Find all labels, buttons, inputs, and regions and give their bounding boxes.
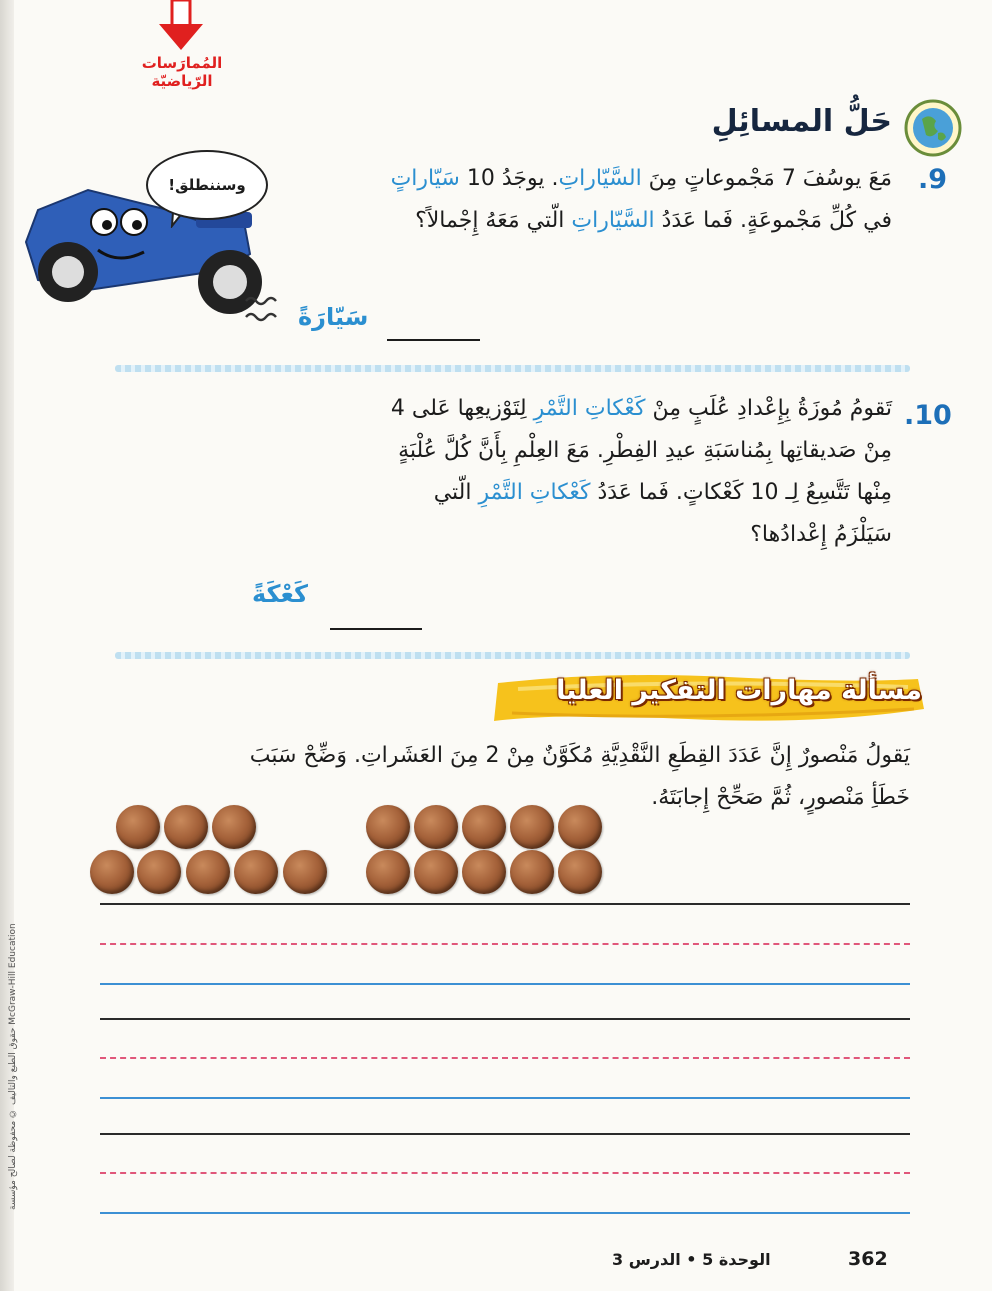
coin	[90, 850, 134, 894]
writing-line-base	[100, 1097, 910, 1099]
coin	[164, 805, 208, 849]
q10-line3-text: مِنْها تَتَّسِعُ لِـ 10 كَعْكاتٍ. فَما عَدَدُ	[590, 480, 892, 505]
writing-line-mid	[100, 1172, 910, 1174]
q10-line4-text: سَيَلْزَمُ إِعْدادُها؟	[750, 522, 892, 547]
q9-line1-text: مَعَ يوسُفَ 7 مَجْموعاتٍ مِنَ	[641, 166, 892, 191]
writing-line-base	[100, 983, 910, 985]
lesson-label: الوحدة 5 • الدرس 3	[612, 1250, 771, 1269]
coin	[558, 850, 602, 894]
math-practices-label: المُمارَسات الرّياضيّة	[141, 54, 223, 90]
hots-line1: يَقولُ مَنْصورٌ إِنَّ عَدَدَ القِطَعِ النَّقْدِيَّةِ مُكَوَّنٌ مِنْ 2 مِنَ العَشَراتِ. وَضِّحْ سَبَبَ	[249, 743, 910, 768]
coin	[414, 850, 458, 894]
hots-title: مسألة مهارات التفكير العليا	[556, 675, 922, 706]
writing-line-base	[100, 1212, 910, 1214]
q10-answer-blank[interactable]	[330, 628, 422, 630]
coin	[234, 850, 278, 894]
writing-line-top[interactable]	[100, 1133, 910, 1135]
writing-line-mid	[100, 1057, 910, 1059]
q10-unit-label: كَعْكَةً	[252, 580, 309, 608]
page-number: 362	[848, 1248, 888, 1270]
coin	[558, 805, 602, 849]
coin	[137, 850, 181, 894]
q9-keyword-cars: السَّيّاراتِ	[558, 166, 642, 191]
section-divider	[115, 365, 910, 372]
coin	[366, 850, 410, 894]
q9-keyword-cars-2: سَيّاراتٍ	[390, 166, 460, 191]
coin	[212, 805, 256, 849]
wavy-lines-icon	[243, 293, 283, 329]
down-arrow-icon	[157, 0, 205, 52]
coin	[366, 805, 410, 849]
coin	[116, 805, 160, 849]
question-9-number: .9	[918, 164, 948, 195]
question-9-text	[252, 158, 892, 242]
question-10-number: .10	[904, 400, 952, 431]
writing-line-top[interactable]	[100, 903, 910, 905]
q9-line2-text-b: الّتي مَعَهُ إِجْمالاً؟	[415, 208, 572, 233]
q10-line2-text: مِنْ صَديقاتِها بِمُناسَبَةِ عيدِ الفِطْرِ. مَعَ العِلْمِ بِأَنَّ كُلَّ عُلْبَةٍ	[398, 438, 892, 463]
coin	[414, 805, 458, 849]
q9-unit-label: سَيّارَةً	[298, 303, 369, 331]
coin	[462, 850, 506, 894]
coin	[510, 850, 554, 894]
coin	[283, 850, 327, 894]
hots-line2: خَطَأِ مَنْصورٍ، ثُمَّ صَحِّحْ إِجابَتَهُ.	[651, 785, 910, 810]
q9-line2-text: في كُلِّ مَجْموعَةٍ. فَما عَدَدُ	[654, 208, 892, 233]
question-10-text	[232, 388, 892, 556]
q9-line1-text-b: . يوجَدُ 10	[459, 166, 559, 191]
q9-keyword-cars-3: السَّيّاراتِ	[571, 208, 655, 233]
q10-keyword-cookies: كَعْكاتِ التَّمْرِ	[533, 396, 646, 421]
speech-bubble	[146, 150, 268, 220]
speech-bubble-text: وسننطلق!	[168, 176, 246, 194]
q10-line1-text-b: لِتَوْزيعِها عَلى 4	[390, 396, 534, 421]
q10-keyword-cookies-2: كَعْكاتِ التَّمْرِ	[478, 480, 591, 505]
section-divider-2	[115, 652, 910, 659]
writing-line-top[interactable]	[100, 1018, 910, 1020]
coin	[510, 805, 554, 849]
q9-answer-blank[interactable]	[387, 339, 480, 341]
section-title: حَلُّ المسائِلِ	[711, 104, 892, 139]
coin	[186, 850, 230, 894]
q10-line3-text-b: الّتي	[433, 480, 479, 505]
writing-line-mid	[100, 943, 910, 945]
globe-icon	[902, 95, 964, 157]
coin	[462, 805, 506, 849]
q10-line1-text: تَقومُ مُوزَةُ بِإِعْدادِ عُلَبٍ مِنْ	[645, 396, 892, 421]
copyright-notice: حقوق الطبع والتأليف © محفوظة لصالح مؤسسة McGraw-Hill Education	[8, 923, 18, 1210]
